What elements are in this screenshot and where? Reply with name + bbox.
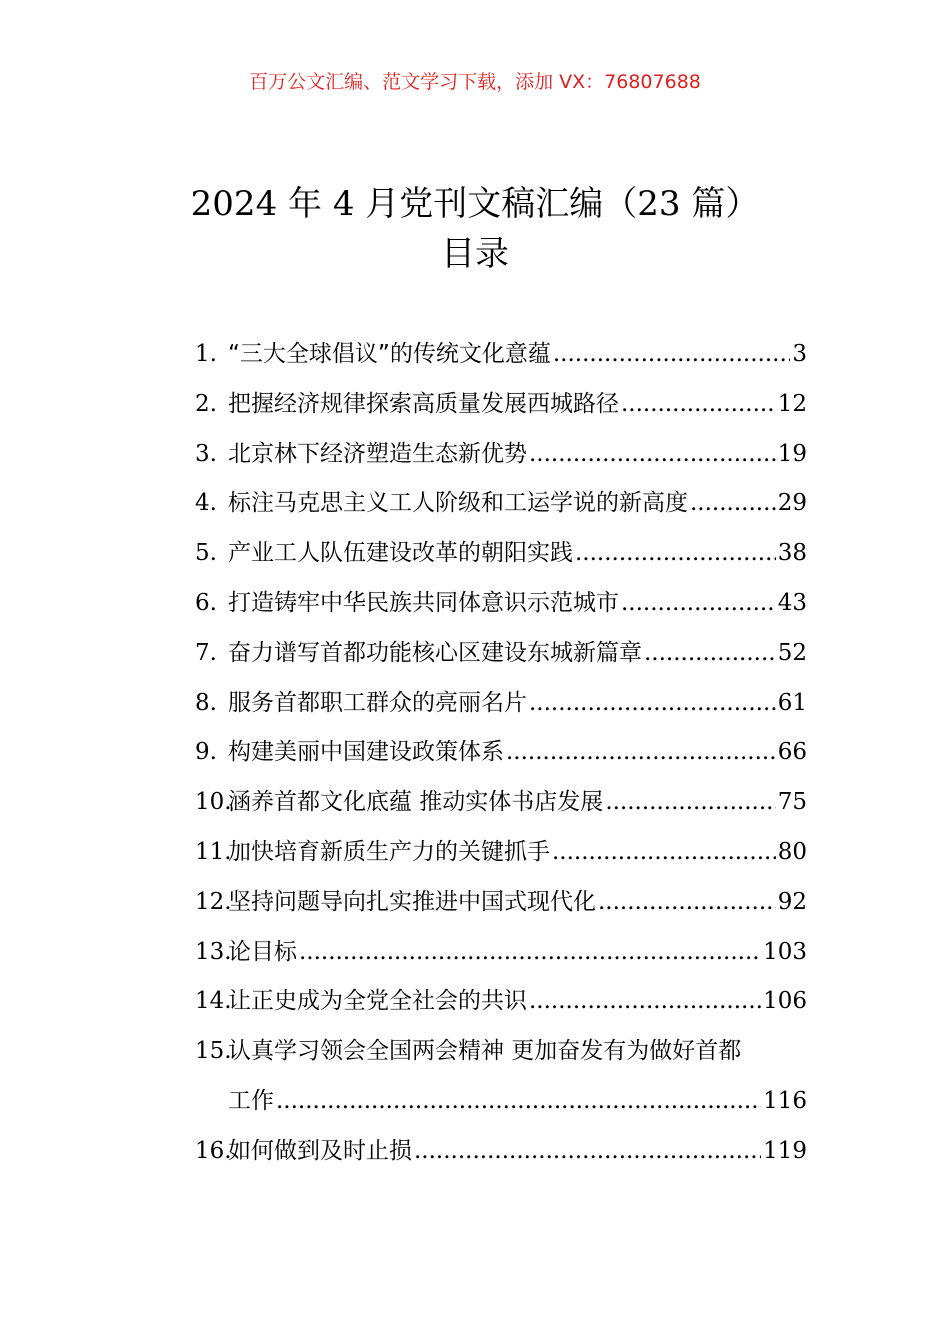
toc-entry[interactable]: [195, 778, 807, 828]
toc-entry-number: 14.: [195, 988, 232, 1015]
toc-entry-line: [228, 1127, 807, 1177]
toc-entry-title: 北京林下经济塑造生态新优势: [228, 440, 527, 467]
toc-entry-line: [228, 778, 807, 828]
toc-entry-number: 5.: [195, 540, 217, 567]
toc-entry-number: 12.: [195, 888, 232, 915]
toc-entry-page: 12: [777, 390, 807, 417]
document-title: 2024 年 4 月党刊文稿汇编（23 篇）: [190, 184, 760, 224]
toc-entry-line: [228, 579, 807, 629]
toc-entry-line: [228, 479, 807, 529]
toc-leader-dots: [575, 529, 776, 579]
toc-entry-title-continued: 工作: [228, 1087, 274, 1114]
toc-entry-page: 61: [777, 689, 807, 716]
header-note: 百万公文汇编、范文学习下载，添加 VX：76807688: [249, 71, 701, 93]
toc-entry-title: 涵养首都文化底蕴 推动实体书店发展: [228, 789, 604, 816]
toc-leader-dots: [552, 828, 776, 878]
toc-entry-page: 116: [763, 1087, 807, 1114]
toc-entry-line: [228, 430, 807, 480]
toc-entry-page: 92: [777, 888, 807, 915]
toc-entry-page: 80: [777, 838, 807, 865]
toc-entry-line: [228, 828, 807, 878]
toc-entry-page: 19: [777, 440, 807, 467]
toc-entry-line: [228, 977, 807, 1027]
toc-entry-page: 119: [763, 1137, 807, 1164]
toc-entry-page: 52: [777, 639, 807, 666]
toc-entry-title: 打造铸牢中华民族共同体意识示范城市: [228, 589, 619, 616]
toc-entry-line: [228, 928, 807, 978]
toc-entry-line-continued: [228, 1077, 807, 1127]
toc-leader-dots: [605, 778, 775, 828]
toc-entry-title: 构建美丽中国建设政策体系: [228, 739, 504, 766]
toc-entry-title: “三大全球倡议”的传统文化意蕴: [228, 341, 551, 367]
toc-entry-title: 让正史成为全党全社会的共识: [228, 988, 527, 1015]
toc-entry-line: [228, 878, 807, 928]
toc-entry-page: 66: [777, 739, 807, 766]
toc-entry-line: [228, 330, 807, 380]
toc-entry-page: 38: [777, 540, 807, 567]
toc-entry[interactable]: [195, 629, 807, 679]
table-of-contents: [195, 330, 807, 1177]
toc-entry-title: 加快培育新质生产力的关键抓手: [228, 838, 550, 865]
toc-entry-number: 16.: [195, 1137, 232, 1164]
toc-entry-page: 75: [777, 789, 807, 816]
toc-entry-number: 3.: [195, 440, 217, 467]
toc-entry[interactable]: [195, 529, 807, 579]
toc-leader-dots: [529, 977, 761, 1027]
toc-entry-number: 7.: [195, 639, 217, 666]
toc-entry-title: 标注马克思主义工人阶级和工运学说的新高度: [228, 490, 688, 517]
toc-leader-dots: [644, 629, 776, 679]
toc-entry-title: 坚持问题导向扎实推进中国式现代化: [228, 888, 596, 915]
toc-entry-page: 103: [763, 938, 807, 965]
toc-entry-title: 如何做到及时止损: [228, 1137, 412, 1164]
toc-leader-dots: [506, 728, 776, 778]
toc-entry-number: 8.: [195, 689, 217, 716]
toc-leader-dots: [299, 928, 761, 978]
toc-leader-dots: [276, 1077, 761, 1127]
toc-leader-dots: [529, 679, 776, 729]
toc-entry-line: [228, 679, 807, 729]
toc-entry-page: 29: [777, 490, 807, 517]
toc-entry-number: 13.: [195, 938, 232, 965]
toc-entry[interactable]: [195, 828, 807, 878]
toc-entry-line: [228, 1027, 807, 1077]
toc-leader-dots: [621, 380, 776, 430]
toc-entry-number: 15.: [195, 1038, 232, 1065]
toc-entry-line: [228, 629, 807, 679]
toc-entry-title: 认真学习领会全国两会精神 更加奋发有为做好首都: [228, 1038, 742, 1065]
toc-entry-title: 产业工人队伍建设改革的朝阳实践: [228, 540, 573, 567]
toc-entry[interactable]: [195, 679, 807, 729]
toc-entry[interactable]: [195, 430, 807, 480]
toc-leader-dots: [690, 479, 776, 529]
toc-entry[interactable]: [195, 728, 807, 778]
toc-entry-title: 奋力谱写首都功能核心区建设东城新篇章: [228, 639, 642, 666]
toc-entry-line: [228, 728, 807, 778]
toc-entry[interactable]: [195, 579, 807, 629]
toc-entry-number: 4.: [195, 490, 217, 517]
toc-entry-number: 10.: [195, 789, 232, 816]
toc-entry-title: 服务首都职工群众的亮丽名片: [228, 689, 527, 716]
toc-entry-number: 11.: [195, 838, 232, 865]
toc-leader-dots: [621, 579, 776, 629]
toc-entry-number: 9.: [195, 739, 217, 766]
toc-entry[interactable]: [195, 380, 807, 430]
toc-entry[interactable]: [195, 977, 807, 1027]
toc-entry[interactable]: [195, 330, 807, 380]
toc-leader-dots: [414, 1127, 761, 1177]
toc-entry-number: 6.: [195, 589, 217, 616]
toc-entry-page: 43: [777, 589, 807, 616]
toc-entry[interactable]: [195, 1127, 807, 1177]
toc-entry-page: 3: [792, 341, 807, 367]
toc-leader-dots: [598, 878, 776, 928]
toc-entry[interactable]: [195, 1027, 807, 1127]
toc-heading: 目录: [441, 234, 509, 274]
toc-entry[interactable]: [195, 878, 807, 928]
toc-entry-page: 106: [763, 988, 807, 1015]
toc-entry-title: 论目标: [228, 938, 297, 965]
toc-entry-line: [228, 380, 807, 430]
toc-entry-line: [228, 529, 807, 579]
toc-entry-title: 把握经济规律探索高质量发展西城路径: [228, 390, 619, 417]
toc-entry[interactable]: [195, 928, 807, 978]
toc-leader-dots: [553, 330, 791, 380]
toc-entry[interactable]: [195, 479, 807, 529]
toc-leader-dots: [529, 430, 776, 480]
toc-entry-number: 1.: [195, 341, 217, 367]
toc-entry-number: 2.: [195, 390, 217, 417]
